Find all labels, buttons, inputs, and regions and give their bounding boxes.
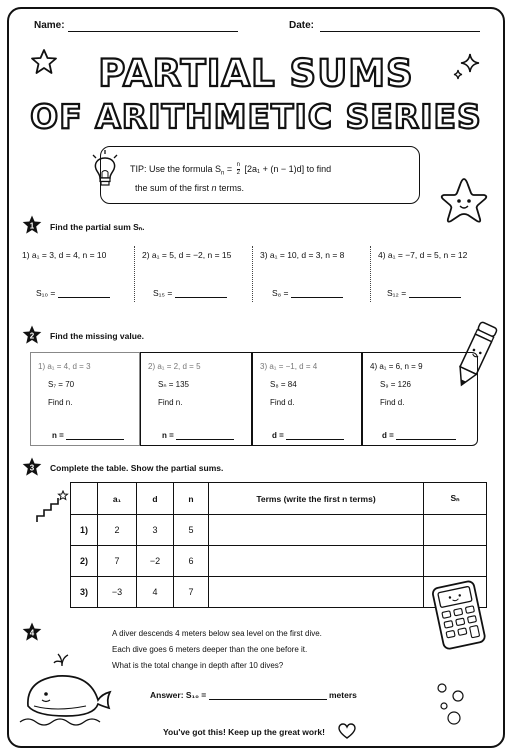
- s1-problem-4: 4) a₁ = −7, d = 5, n = 12: [378, 250, 468, 260]
- s1-answer-label: S₈ =: [272, 288, 289, 298]
- sum-input-cell[interactable]: [424, 515, 487, 546]
- heart-icon: [338, 723, 356, 739]
- table-cell: 2: [98, 515, 137, 546]
- s2-answer-blank[interactable]: [176, 439, 234, 440]
- footer-message: You've got this! Keep up the great work!: [163, 727, 325, 737]
- tip-line2-b: terms.: [216, 183, 245, 193]
- s1-answer-1: [36, 288, 110, 298]
- s1-divider: [252, 246, 253, 302]
- date-label: Date:: [289, 20, 315, 31]
- s4-answer-blank[interactable]: [209, 699, 327, 700]
- s4-line-1: A diver descends 4 meters below sea level on the first dive.: [112, 629, 322, 638]
- section-3-number: 3: [29, 463, 35, 473]
- s2-answer-blank[interactable]: [66, 439, 124, 440]
- s1-answer-2: [153, 288, 227, 298]
- tip-sub: n: [221, 170, 225, 177]
- table-cell: −3: [98, 577, 137, 608]
- section-4-number: 4: [29, 628, 35, 638]
- s2-answer-label: n =: [162, 431, 174, 440]
- table-header-cell: a₁: [98, 483, 137, 515]
- s1-answer-label: S₁₀ =: [36, 288, 56, 298]
- table-header-cell: Sₙ: [424, 483, 487, 515]
- s2-given-4: 4) a₁ = 6, n = 9: [370, 362, 423, 371]
- table-cell: 1): [71, 515, 98, 546]
- calculator-icon: [430, 580, 488, 652]
- section-2-instruction: Find the missing value.: [50, 331, 144, 341]
- s1-divider: [370, 246, 371, 302]
- tip-formula: [130, 162, 331, 177]
- s2-sum-3: S₈ = 84: [270, 380, 297, 389]
- table-row: [71, 577, 487, 608]
- table-row: [71, 515, 487, 546]
- tip-line2-n: n: [211, 183, 217, 193]
- table-cell: −2: [137, 546, 174, 577]
- s4-answer-prefix: Answer: S₁₀ =: [150, 690, 207, 700]
- s2-sum-1: S₇ = 70: [48, 380, 75, 389]
- s2-given-3: 3) a₁ = −1, d = 4: [260, 362, 318, 371]
- name-label: Name:: [34, 20, 65, 31]
- s1-answer-4: [387, 288, 461, 298]
- table-header-cell: [71, 483, 98, 515]
- table-cell: 3): [71, 577, 98, 608]
- s1-answer-label: S₁₅ =: [153, 288, 173, 298]
- section-2-number: 2: [29, 331, 35, 341]
- tip-frac-den: 2: [236, 170, 240, 176]
- smiling-star-icon: [438, 176, 490, 226]
- s2-sum-4: S₉ = 126: [380, 380, 411, 389]
- s2-answer-label: d =: [272, 431, 284, 440]
- s1-problem-3: 3) a₁ = 10, d = 3, n = 8: [260, 250, 345, 260]
- s2-answer-blank[interactable]: [286, 439, 344, 440]
- s1-answer-blank[interactable]: [58, 297, 110, 298]
- table-cell: 4: [137, 577, 174, 608]
- s4-line-2: Each dive goes 6 meters deeper than the one before it.: [112, 645, 308, 654]
- terms-input-cell[interactable]: [209, 577, 424, 608]
- section-1-number: 1: [29, 221, 35, 231]
- tip-prefix: TIP: Use the formula S: [130, 163, 222, 174]
- s2-given-2: 2) a₁ = 2, d = 5: [148, 362, 201, 371]
- table-row: [71, 546, 487, 577]
- table-header-row: [71, 483, 487, 515]
- s4-answer-unit: meters: [329, 690, 357, 700]
- table-cell: 5: [174, 515, 209, 546]
- partial-sums-table: [70, 482, 487, 608]
- title-line-2: OF ARITHMETIC SERIES: [30, 97, 482, 136]
- section-4-badge: [22, 622, 42, 642]
- s1-answer-blank[interactable]: [175, 297, 227, 298]
- tip-formula-rest: [2a₁ + (n − 1)d] to find: [244, 163, 332, 174]
- tip-frac-num: n: [236, 162, 240, 168]
- table-cell: 7: [98, 546, 137, 577]
- terms-input-cell[interactable]: [209, 546, 424, 577]
- s4-line-3: What is the total change in depth after 10 dives?: [112, 661, 284, 670]
- table-header-cell: Terms (write the first n terms): [209, 483, 424, 515]
- s1-answer-blank[interactable]: [409, 297, 461, 298]
- s2-answer-1: [52, 431, 124, 440]
- whale-icon: [16, 650, 116, 730]
- s2-task-3: Find d.: [270, 398, 295, 407]
- name-field[interactable]: [68, 31, 238, 32]
- tip-fraction: [237, 162, 240, 177]
- s2-task-4: Find d.: [380, 398, 405, 407]
- s2-task-2: Find n.: [158, 398, 183, 407]
- bubbles-icon: [432, 680, 472, 726]
- title-line-1: PARTIAL SUMS: [98, 52, 414, 95]
- sum-input-cell[interactable]: [424, 546, 487, 577]
- section-3-instruction: Complete the table. Show the partial sums.: [50, 463, 224, 473]
- tip-line2-a: the sum of the first: [135, 183, 212, 193]
- s2-task-1: Find n.: [48, 398, 73, 407]
- section-1-instruction: Find the partial sum Sₙ.: [50, 222, 145, 232]
- date-field[interactable]: [320, 31, 480, 32]
- tip-eq: =: [224, 163, 235, 174]
- s1-answer-blank[interactable]: [291, 297, 343, 298]
- s2-answer-label: d =: [382, 431, 394, 440]
- tip-line-2: [135, 183, 244, 193]
- s1-answer-label: S₁₂ =: [387, 288, 407, 298]
- table-cell: 3: [137, 515, 174, 546]
- s2-answer-label: n =: [52, 431, 64, 440]
- s2-sum-2: Sₙ = 135: [158, 380, 189, 389]
- s1-problem-1: 1) a₁ = 3, d = 4, n = 10: [22, 250, 107, 260]
- stairs-icon: [34, 490, 70, 524]
- s2-given-1: 1) a₁ = 4, d = 3: [38, 362, 91, 371]
- table-cell: 2): [71, 546, 98, 577]
- s2-answer-blank[interactable]: [396, 439, 456, 440]
- s1-problem-2: 2) a₁ = 5, d = −2, n = 15: [142, 250, 232, 260]
- section-2-badge: [22, 325, 42, 345]
- table-header-cell: d: [137, 483, 174, 515]
- s1-divider: [134, 246, 135, 302]
- table-header-cell: n: [174, 483, 209, 515]
- s2-answer-2: [162, 431, 234, 440]
- terms-input-cell[interactable]: [209, 515, 424, 546]
- s1-answer-3: [272, 288, 343, 298]
- s4-answer: [150, 690, 357, 700]
- table-cell: 7: [174, 577, 209, 608]
- section-1-badge: [22, 215, 42, 235]
- section-3-badge: [22, 457, 42, 477]
- table-cell: 6: [174, 546, 209, 577]
- s2-answer-4: [382, 431, 456, 440]
- s2-answer-3: [272, 431, 344, 440]
